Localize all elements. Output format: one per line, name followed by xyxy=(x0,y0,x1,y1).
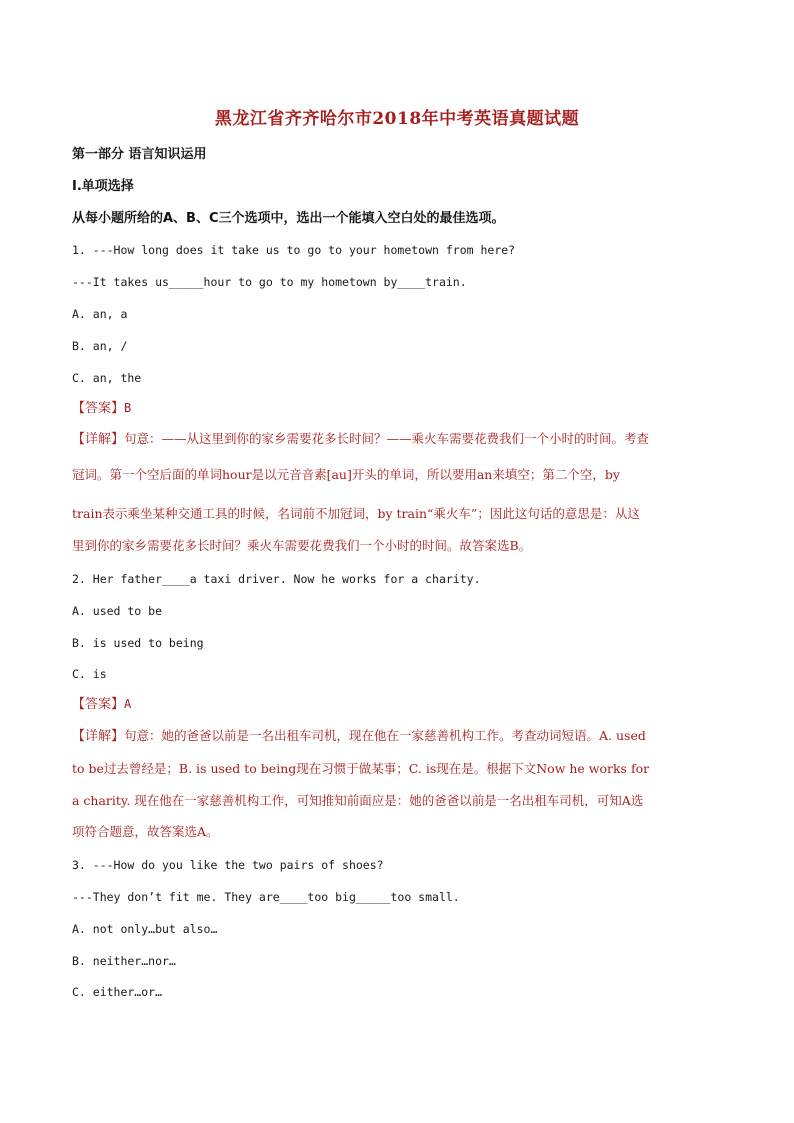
section-heading: Ⅰ.单项选择 xyxy=(72,179,134,194)
question-1-option-a: A. an, a xyxy=(72,307,128,321)
answer-label: 【答案】 xyxy=(72,697,125,712)
question-1-answer xyxy=(72,399,131,418)
question-2-answer xyxy=(72,695,131,714)
answer-value: A xyxy=(124,697,132,711)
question-3-response: ---They don’t fit me. They are____too big_____too small. xyxy=(72,890,460,904)
detail-text: 句意：她的爸爸以前是一名出租车司机，现在他在一家慈善机构工作。考查动词短语。A. used xyxy=(124,728,646,743)
question-3-option-c: C. either…or… xyxy=(72,985,163,999)
question-3-option-a: A. not only…but also… xyxy=(72,922,218,936)
question-2-detail-line-4: 项符合题意，故答案选A。 xyxy=(72,824,219,839)
detail-label: 【详解】 xyxy=(72,729,125,744)
question-1-detail-line-3: train表示乘坐某种交通工具的时候，名词前不加冠词，by train“乘火车”；因此这句话的意思是：从这 xyxy=(72,506,640,521)
instruction-text: 从每小题所给的A、B、C三个选项中，选出一个能填入空白处的最佳选项。 xyxy=(72,211,505,226)
question-1-response: ---It takes us_____hour to go to my hometown by____train. xyxy=(72,275,467,289)
answer-label: 【答案】 xyxy=(72,401,125,416)
answer-value: B xyxy=(124,401,132,415)
question-1-option-c: C. an, the xyxy=(72,371,142,385)
question-3-stem: 3. ---How do you like the two pairs of shoes? xyxy=(72,858,384,872)
question-1-detail-line-4: 里到你的家乡需要花多长时间？乘火车需要花费我们一个小时的时间。故答案选B。 xyxy=(72,538,532,553)
question-2-option-c: C. is xyxy=(72,667,107,681)
question-1-detail-line-1 xyxy=(72,430,649,449)
question-3-option-b: B. neither…nor… xyxy=(72,954,176,968)
part-heading: 第一部分 语言知识运用 xyxy=(72,147,207,162)
question-2-option-a: A. used to be xyxy=(72,604,163,618)
question-1-option-b: B. an, / xyxy=(72,339,128,353)
question-2-stem: 2. Her father____a taxi driver. Now he works for a charity. xyxy=(72,572,481,586)
document-title: 黑龙江省齐齐哈尔市2018年中考英语真题试题 xyxy=(214,109,580,129)
question-2-detail-line-1 xyxy=(72,727,646,746)
question-1-detail-line-2: 冠词。第一个空后面的单词hour是以元音音素[au]开头的单词，所以要用an来填空；第二个空，by xyxy=(72,467,620,482)
question-2-detail-line-2: to be过去曾经是；B. is used to being现在习惯于做某事；C. is现在是。根据下文Now he works for xyxy=(72,761,650,776)
detail-label: 【详解】 xyxy=(72,432,125,447)
question-1-stem: 1. ---How long does it take us to go to your hometown from here? xyxy=(72,243,516,257)
detail-text: 句意：——从这里到你的家乡需要花多长时间？——乘火车需要花费我们一个小时的时间。考查 xyxy=(124,431,650,446)
question-2-option-b: B. is used to being xyxy=(72,636,204,650)
question-2-detail-line-3: a charity. 现在他在一家慈善机构工作，可知推知前面应是：她的爸爸以前是一名出租车司机，可知A选 xyxy=(72,793,644,808)
